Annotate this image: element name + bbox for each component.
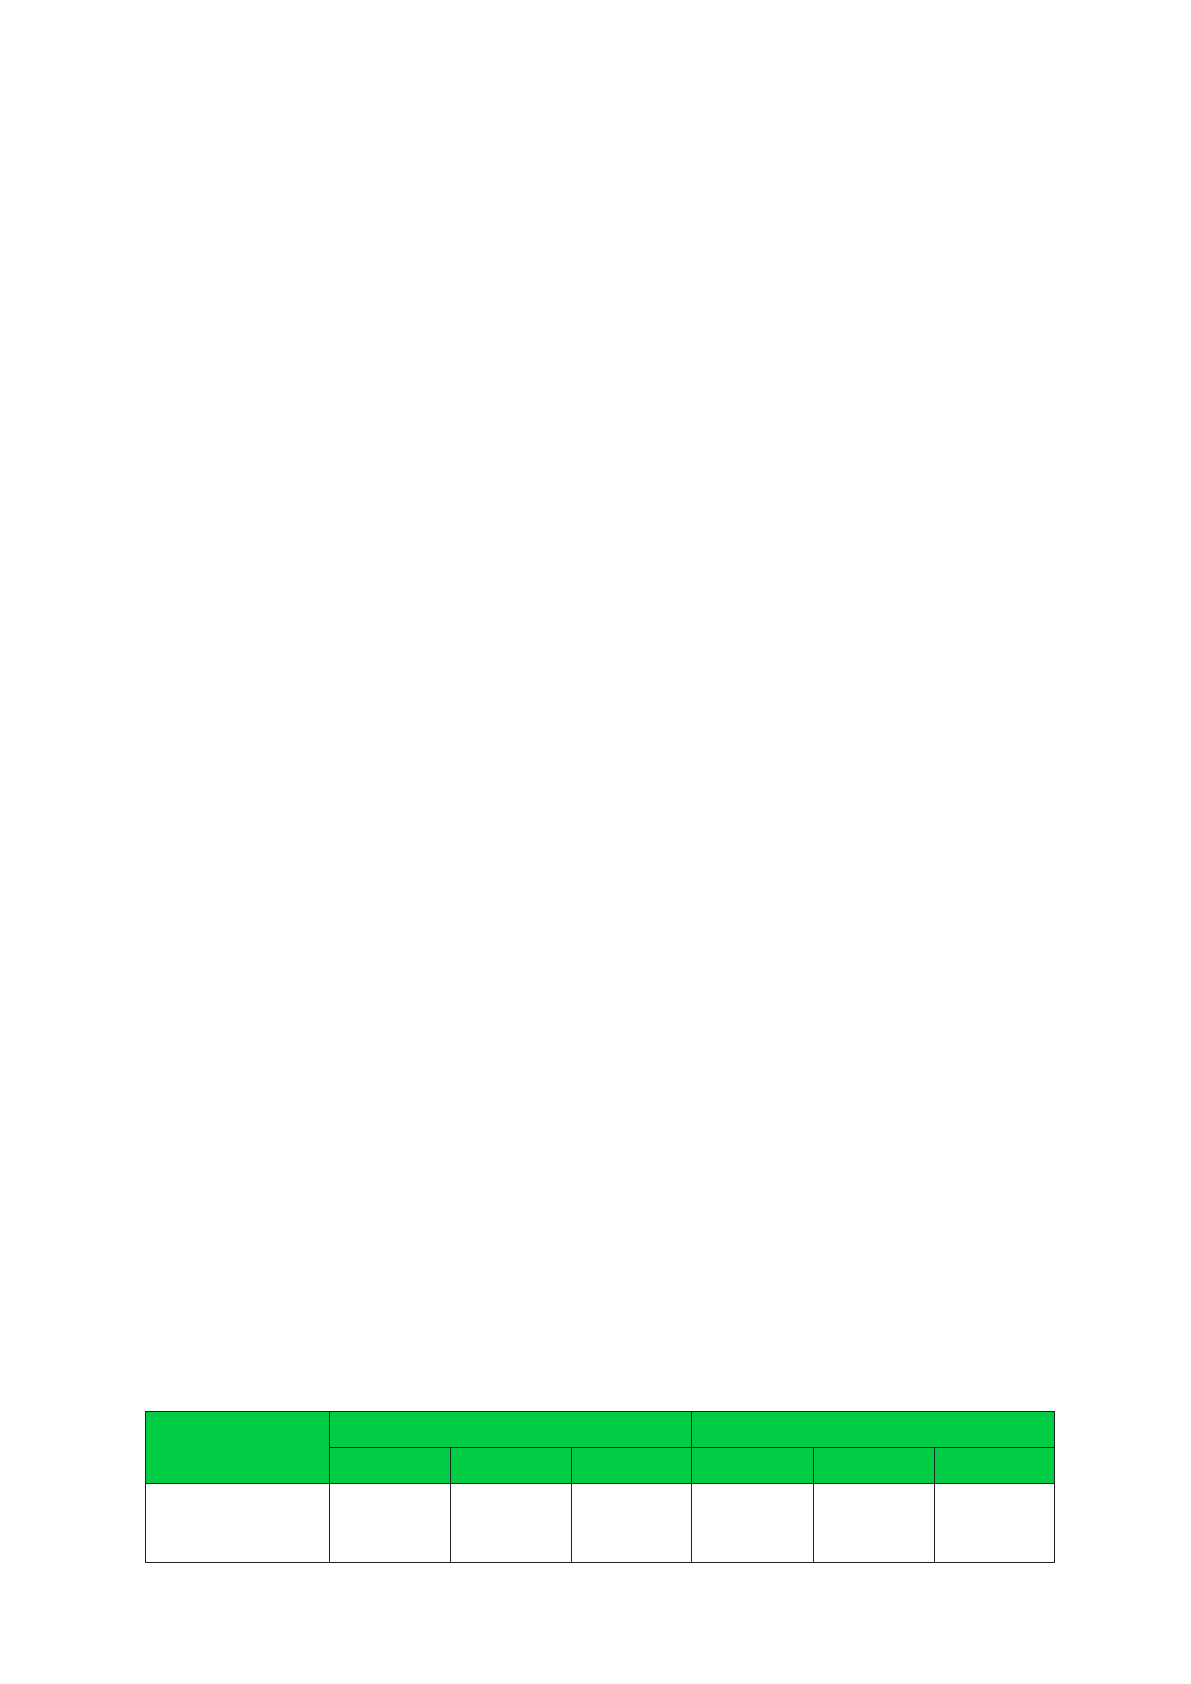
row-name — [146, 1484, 330, 1563]
cell-rate-2023 — [934, 1484, 1054, 1563]
header-value-2022 — [329, 1448, 450, 1484]
cell-rate-2022 — [572, 1484, 692, 1563]
header-rate-2022 — [572, 1448, 692, 1484]
cell-diff-2022 — [450, 1484, 571, 1563]
asset-change-table — [145, 1411, 1055, 1563]
header-period-2022 — [329, 1412, 692, 1448]
cell-value-2023 — [692, 1484, 813, 1563]
header-rate-2023 — [934, 1448, 1054, 1484]
cell-diff-2023 — [813, 1484, 934, 1563]
header-period-2023 — [692, 1412, 1055, 1448]
header-value-2023 — [692, 1448, 813, 1484]
header-diff-2022 — [450, 1448, 571, 1484]
total-assets-bar-chart — [140, 180, 960, 550]
header-item-name — [146, 1412, 330, 1484]
table-row — [146, 1484, 1055, 1563]
header-diff-2023 — [813, 1448, 934, 1484]
cell-value-2022 — [329, 1484, 450, 1563]
